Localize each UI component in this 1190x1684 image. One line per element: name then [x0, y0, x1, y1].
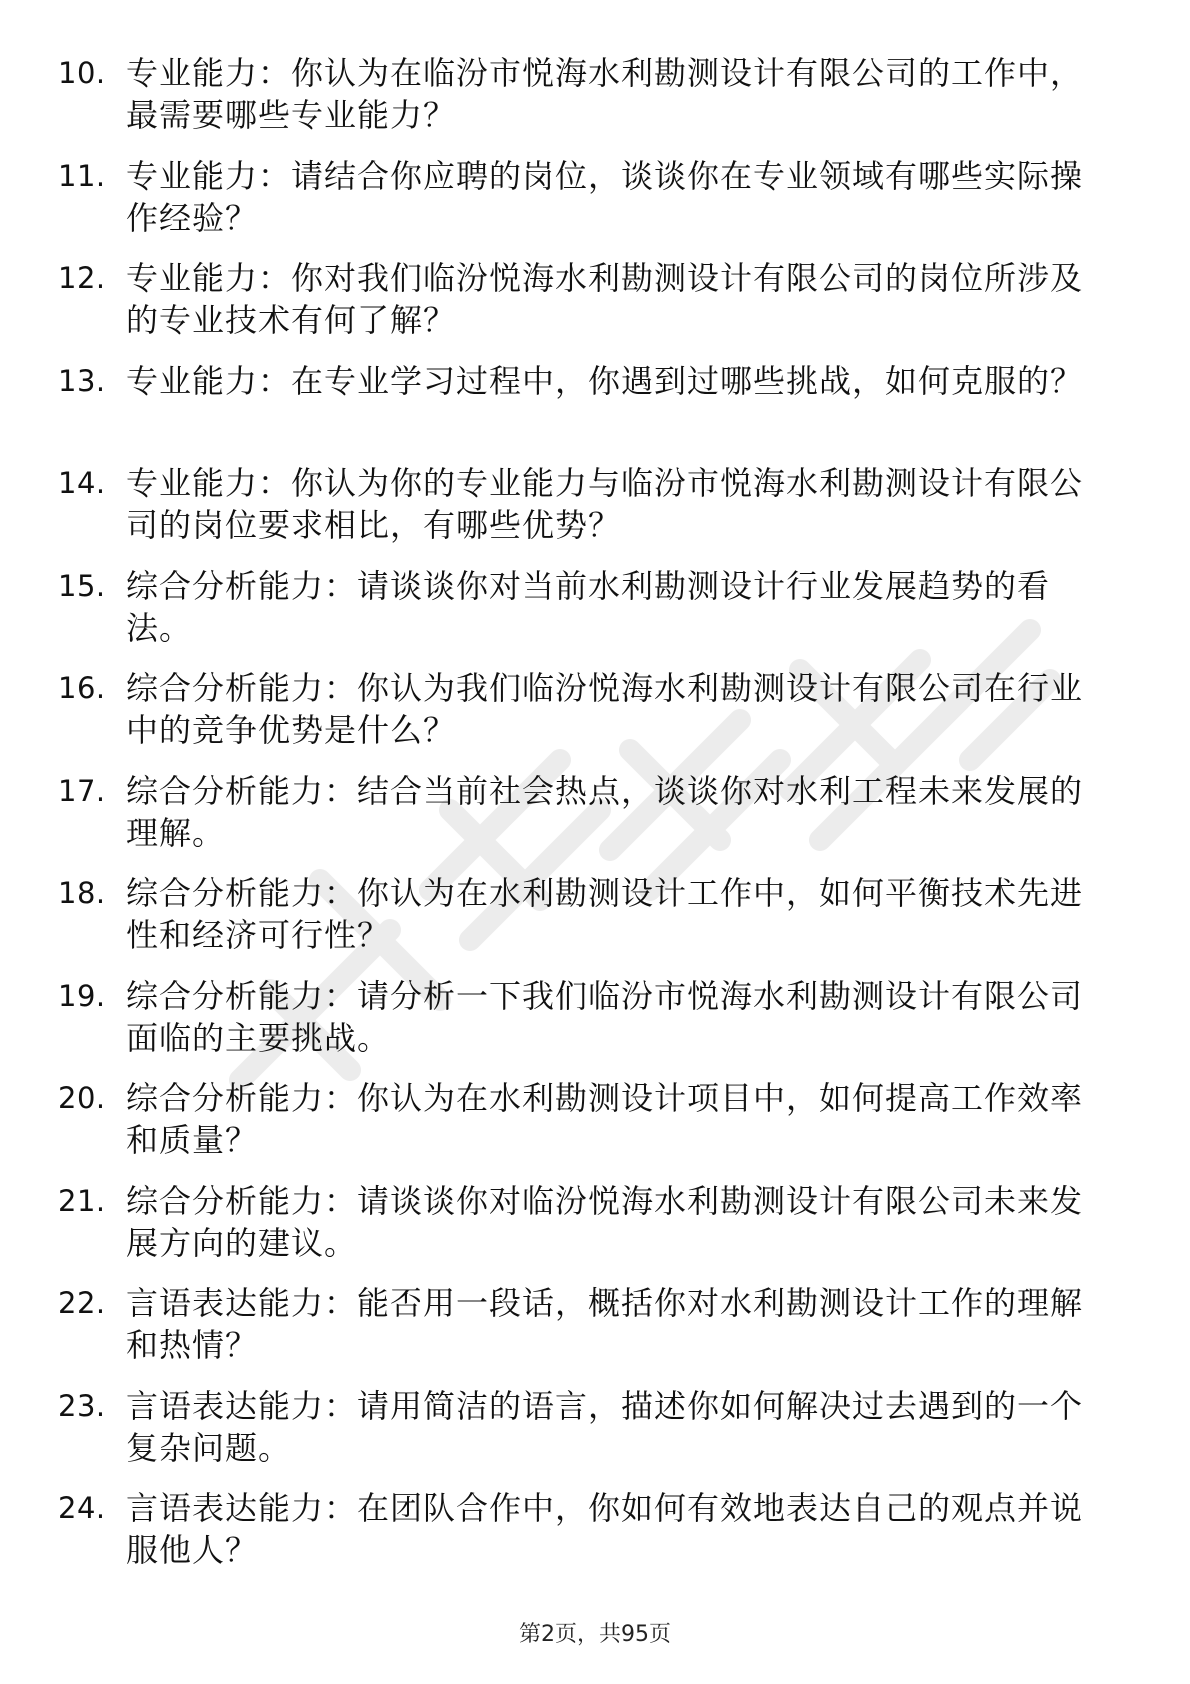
question-number: 17. [58, 773, 106, 808]
question-item [0, 462, 1190, 565]
question-number: 24. [58, 1491, 106, 1525]
question-item [0, 770, 1190, 873]
question-text: 综合分析能力：请分析一下我们临汾市悦海水利勘测设计有限公司面临的主要挑战。 [126, 976, 1084, 1057]
question-number: 19. [58, 978, 106, 1013]
question-item [0, 667, 1190, 770]
question-item [0, 52, 1190, 155]
question-text: 综合分析能力：你认为我们临汾悦海水利勘测设计有限公司在行业中的竞争优势是什么？ [126, 669, 1084, 749]
question-item [0, 975, 1190, 1078]
question-number: 16. [58, 671, 106, 705]
question-text: 专业能力：请结合你应聘的岗位，谈谈你在专业领域有哪些实际操作经验？ [126, 156, 1084, 237]
question-item [0, 565, 1190, 668]
question-text: 言语表达能力：请用简洁的语言，描述你如何解决过去遇到的一个复杂问题。 [126, 1386, 1084, 1467]
question-number: 23. [58, 1388, 106, 1423]
question-text: 专业能力：在专业学习过程中，你遇到过哪些挑战，如何克服的？ [126, 361, 1084, 400]
question-item [0, 872, 1190, 975]
question-item [0, 360, 1190, 463]
question-text: 综合分析能力：请谈谈你对临汾悦海水利勘测设计有限公司未来发展方向的建议。 [126, 1181, 1084, 1262]
question-number: 20. [58, 1081, 106, 1115]
question-text: 综合分析能力：结合当前社会热点，谈谈你对水利工程未来发展的理解。 [126, 771, 1084, 852]
question-item [0, 1487, 1190, 1590]
question-number: 12. [58, 261, 106, 295]
question-item [0, 1077, 1190, 1180]
page-footer: 第2页，共95页 [519, 1622, 671, 1647]
question-text: 言语表达能力：能否用一段话，概括你对水利勘测设计工作的理解和热情？ [126, 1284, 1084, 1364]
question-number: 13. [58, 363, 106, 398]
question-number: 15. [58, 568, 106, 603]
question-text: 专业能力：你对我们临汾悦海水利勘测设计有限公司的岗位所涉及的专业技术有何了解？ [126, 259, 1084, 339]
question-text: 专业能力：你认为在临汾市悦海水利勘测设计有限公司的工作中，最需要哪些专业能力？ [126, 54, 1084, 134]
question-text: 综合分析能力：请谈谈你对当前水利勘测设计行业发展趋势的看法。 [126, 566, 1051, 647]
question-number: 21. [58, 1183, 106, 1218]
question-item [0, 1385, 1190, 1488]
question-number: 11. [58, 158, 106, 193]
question-text: 综合分析能力：你认为在水利勘测设计工作中，如何平衡技术先进性和经济可行性？ [126, 874, 1084, 954]
question-number: 22. [58, 1286, 106, 1320]
question-item [0, 155, 1190, 258]
question-item [0, 1180, 1190, 1283]
question-item [0, 257, 1190, 360]
question-number: 10. [58, 56, 106, 90]
question-number: 18. [58, 876, 106, 910]
question-list [0, 52, 1190, 1590]
question-text: 言语表达能力：在团队合作中，你如何有效地表达自己的观点并说服他人？ [126, 1489, 1084, 1569]
question-text: 综合分析能力：你认为在水利勘测设计项目中，如何提高工作效率和质量？ [126, 1079, 1084, 1159]
question-text: 专业能力：你认为你的专业能力与临汾市悦海水利勘测设计有限公司的岗位要求相比，有哪些优势？ [126, 464, 1084, 544]
question-item [0, 1282, 1190, 1385]
question-number: 14. [58, 466, 106, 500]
